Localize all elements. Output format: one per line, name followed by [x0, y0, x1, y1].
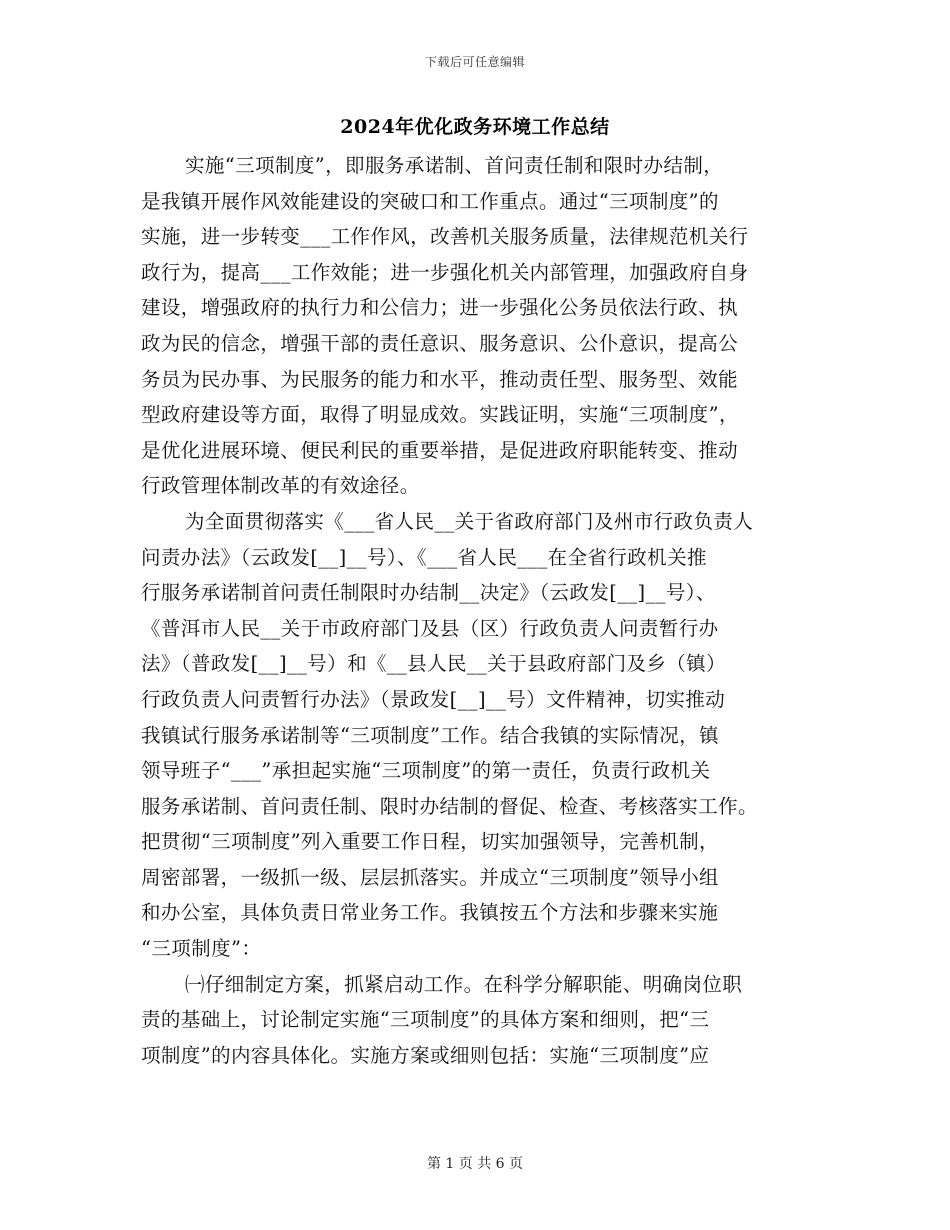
paragraph-2-line-8: 领导班子“___”承担起实施“三项制度”的第一责任，负责行政机关	[141, 759, 711, 783]
paragraph-1-line-3: 实施，进一步转变___工作作风，改善机关服务质量，法律规范机关行	[141, 225, 749, 249]
document-title: 2024年优化政务环境工作总结	[340, 116, 610, 138]
paragraph-1-line-7: 务员为民办事、为民服务的能力和水平，推动责任型、服务型、效能	[141, 367, 739, 391]
paragraph-1-line-6: 政为民的信念，增强干部的责任意识、服务意识、公仆意识，提高公	[141, 331, 739, 355]
page-number: 第 1 页 共 6 页	[426, 1156, 524, 1172]
paragraph-2-line-9: 服务承诺制、首问责任制、限时办结制的督促、检查、考核落实工作。	[141, 794, 758, 818]
paragraph-2-line-11: 周密部署，一级抓一级、层层抓落实。并成立“三项制度”领导小组	[141, 865, 719, 889]
paragraph-2-line-10: 把贯彻“三项制度”列入重要工作日程，切实加强领导，完善机制，	[141, 830, 719, 854]
paragraph-1-line-8: 型政府建设等方面，取得了明显成效。实践证明，实施“三项制度”，	[141, 403, 739, 427]
paragraph-3-line-3: 项制度”的内容具体化。实施方案或细则包括：实施“三项制度”应	[141, 1043, 710, 1067]
paragraph-2-line-7: 我镇试行服务承诺制等“三项制度”工作。结合我镇的实际情况，镇	[141, 723, 719, 747]
paragraph-2-line-13: “三项制度”：	[141, 937, 262, 961]
paragraph-2-line-1: 为全面贯彻落实《___省人民__关于省政府部门及州市行政负责人	[185, 509, 754, 533]
paragraph-2-line-2: 问责办法》（云政发[__]__号）、《___省人民___在全省行政机关推	[141, 545, 707, 569]
paragraph-2-line-4: 《普洱市人民__关于市政府部门及县（区）行政负责人问责暂行办	[141, 616, 719, 640]
paragraph-1-line-5: 建设，增强政府的执行力和公信力；进一步强化公务员依法行政、执	[141, 296, 739, 320]
page-header-note: 下载后可任意编辑	[424, 55, 525, 69]
paragraph-1-line-1: 实施“三项制度”，即服务承诺制、首问责任制和限时办结制，	[185, 154, 724, 177]
paragraph-1-line-4: 政行为，提高___工作效能；进一步强化机关内部管理，加强政府自身	[141, 260, 749, 284]
paragraph-3-line-2: 责的基础上，讨论制定实施“三项制度”的具体方案和细则，把“三	[141, 1008, 710, 1032]
paragraph-1-line-10: 行政管理体制改革的有效途径。	[141, 474, 420, 498]
paragraph-1-line-2: 是我镇开展作风效能建设的突破口和工作重点。通过“三项制度”的	[141, 189, 719, 213]
paragraph-2-line-6: 行政负责人问责暂行办法》（景政发[__]__号）文件精神，切实推动	[141, 687, 726, 711]
paragraph-3-line-1: ㈠仔细制定方案，抓紧启动工作。在科学分解职能、明确岗位职	[185, 972, 743, 996]
paragraph-2-line-12: 和办公室，具体负责日常业务工作。我镇按五个方法和步骤来实施	[141, 901, 719, 925]
paragraph-2-line-3: 行服务承诺制首问责任制限时办结制__决定》（云政发[__]__号）、	[141, 581, 716, 605]
document-body	[141, 148, 813, 1073]
paragraph-2-line-5: 法》（普政发[__]__号）和《__县人民__关于县政府部门及乡（镇）	[141, 652, 726, 676]
paragraph-1-line-9: 是优化进展环境、便民利民的重要举措，是促进政府职能转变、推动	[141, 438, 739, 462]
